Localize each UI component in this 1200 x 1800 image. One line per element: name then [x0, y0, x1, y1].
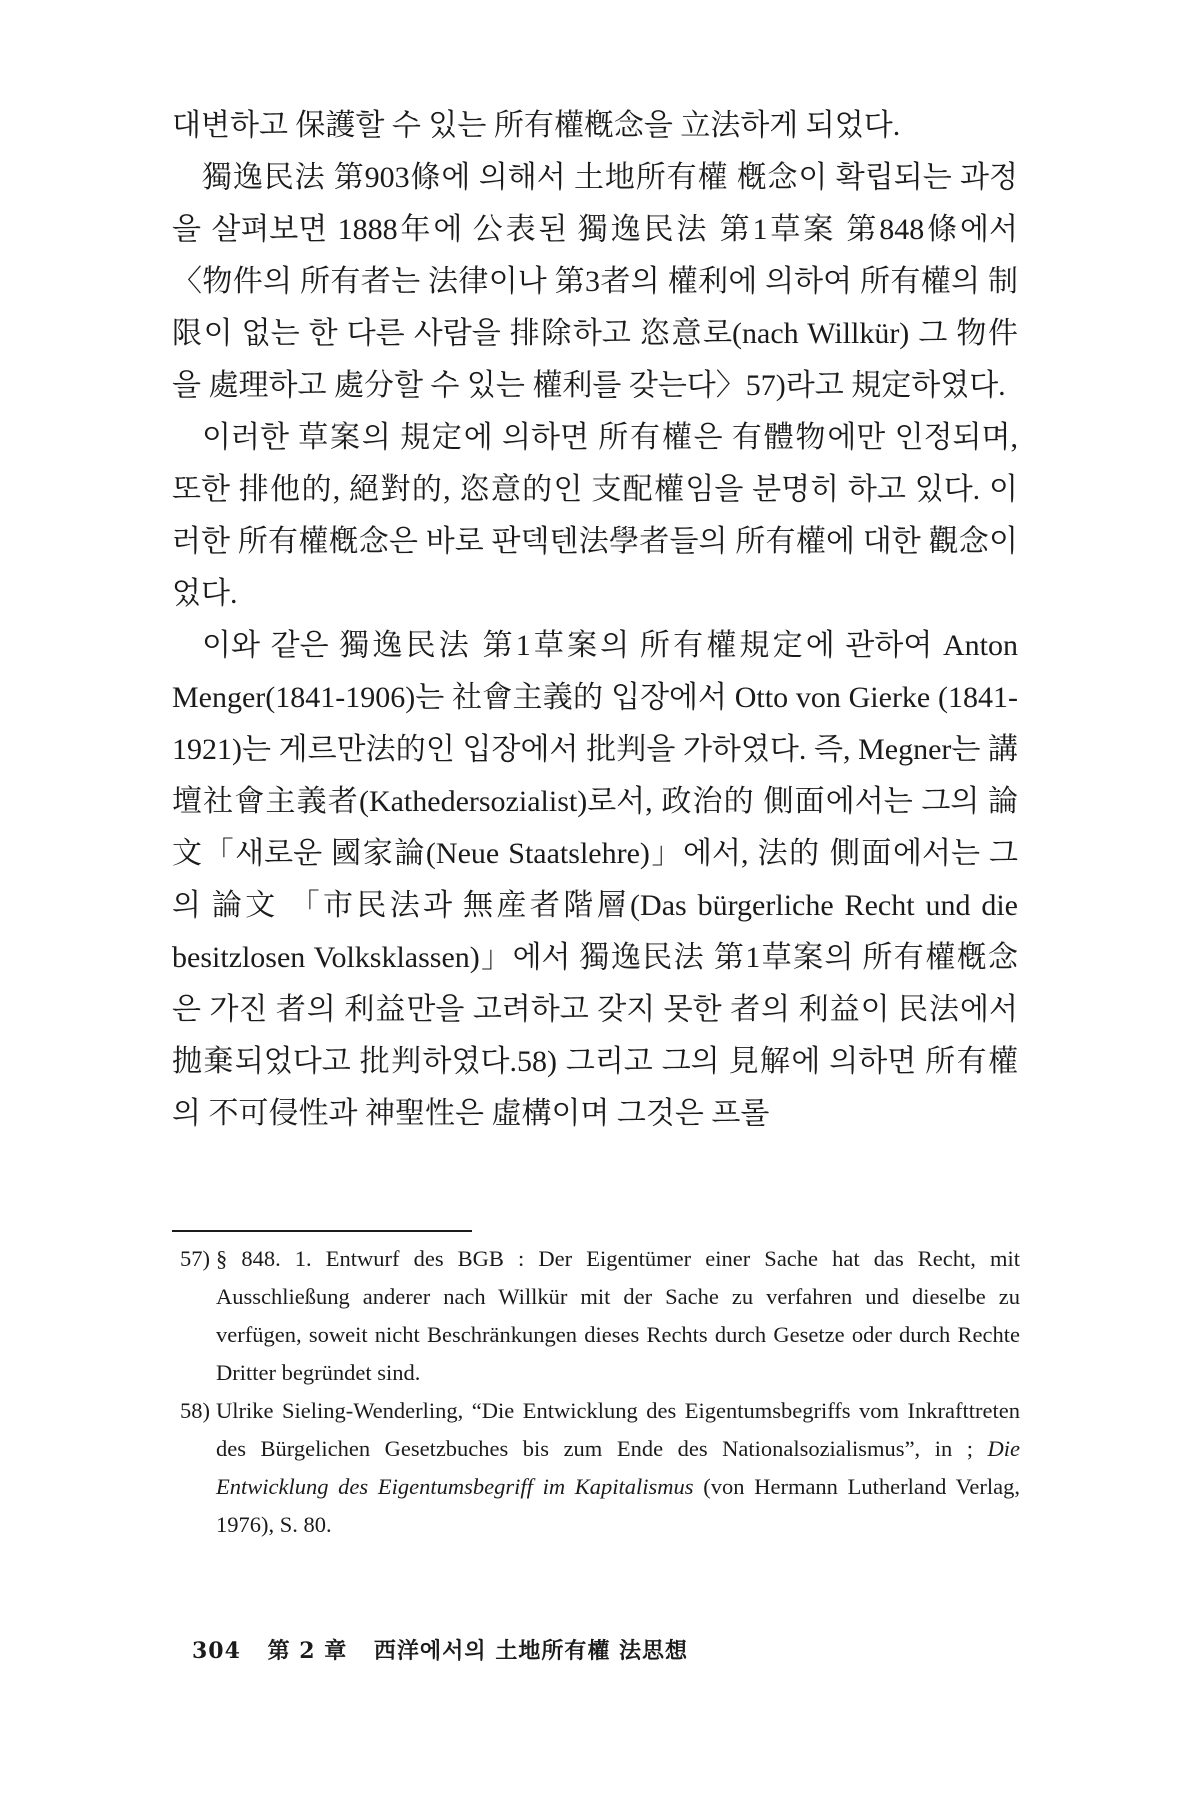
- footnote-number: 57): [180, 1246, 210, 1271]
- paragraph-continued: 대변하고 保護할 수 있는 所有權槪念을 立法하게 되었다.: [172, 109, 901, 142]
- footnote-58: [180, 1392, 1020, 1544]
- footnote-text: [216, 1392, 1020, 1544]
- paragraph-3: 이와 같은 獨逸民法 第1草案의 所有權規定에 관하여 Anton Menger(1841-1906)는 社會主義的 입장에서 Otto von Gierke (1841-1921)는 게르만法的인 입장에서 批判을 가하였다. 즉, Megner는 講壇社會主義者(Kathedersozialist)로서, 政治的 側面에서는 그의 論文「새로운 國家論(Neue Staatslehre)」에서, 法的 側面에서는 그의 論文 「市民法과 無産者階層(Das bürgerliche Recht und die besitzlosen Volksklassen)」에서 獨逸民法 第1草案의 所有權槪念은 가진 者의 利益만을 고려하고 갖지 못한 者의 利益이 民法에서 抛棄되었다고 批判하였다.58) 그리고 그의 見解에 의하면 所有權의 不可侵性과 神聖性은 虛構이며 그것은 프롤: [172, 629, 1018, 1130]
- footnote-text: § 848. 1. Entwurf des BGB : Der Eigentümer einer Sache hat das Recht, mit Ausschließung anderer nach Willkür mit der Sache zu verfahren und dieselbe zu verfügen, soweit nicht Beschränkungen dieses Rechts durch Gesetze oder durch Rechte Dritter begründet sind.: [216, 1246, 1020, 1385]
- chapter-label: 第 2 章: [267, 1638, 348, 1664]
- paragraph-2: 이러한 草案의 規定에 의하면 所有權은 有體物에만 인정되며, 또한 排他的, 絕對的, 恣意的인 支配權임을 분명히 하고 있다. 이러한 所有權槪念은 바로 판덱텐法學者들의 所有權에 대한 觀念이었다.: [172, 421, 1018, 610]
- main-text: [172, 100, 1018, 1140]
- paragraph-1: 獨逸民法 第903條에 의해서 土地所有權 槪念이 확립되는 과정을 살펴보면 1888年에 公表된 獨逸民法 第1草案 第848條에서 〈物件의 所有者는 法律이나 第3者의 權利에 의하여 所有權의 制限이 없는 한 다른 사람을 排除하고 恣意로(nach Willkür) 그 物件을 處理하고 處分할 수 있는 權利를 갖는다〉57)라고 規定하였다.: [172, 161, 1018, 402]
- citation-publisher: (von Hermann Lutherland Verlag, 1976), S. 80.: [216, 1474, 1020, 1537]
- footnotes: [180, 1240, 1020, 1544]
- footnote-number: 58): [180, 1398, 210, 1423]
- citation-book-title: Die Entwicklung des Eigentumsbegriff im Kapitalismus: [216, 1436, 1020, 1499]
- page-footer: [192, 1634, 706, 1665]
- footnote-separator: [172, 1230, 472, 1232]
- chapter-title: 西洋에서의 土地所有權 法思想: [373, 1638, 688, 1664]
- page-number: 304: [192, 1638, 241, 1664]
- footnote-57: [180, 1240, 1020, 1392]
- citation-author-title: Ulrike Sieling-Wenderling, “Die Entwicklung des Eigentumsbegriffs vom Inkrafttreten des Bürgelichen Gesetzbuches bis zum Ende des Nationalsozialismus”, in ;: [216, 1398, 1020, 1461]
